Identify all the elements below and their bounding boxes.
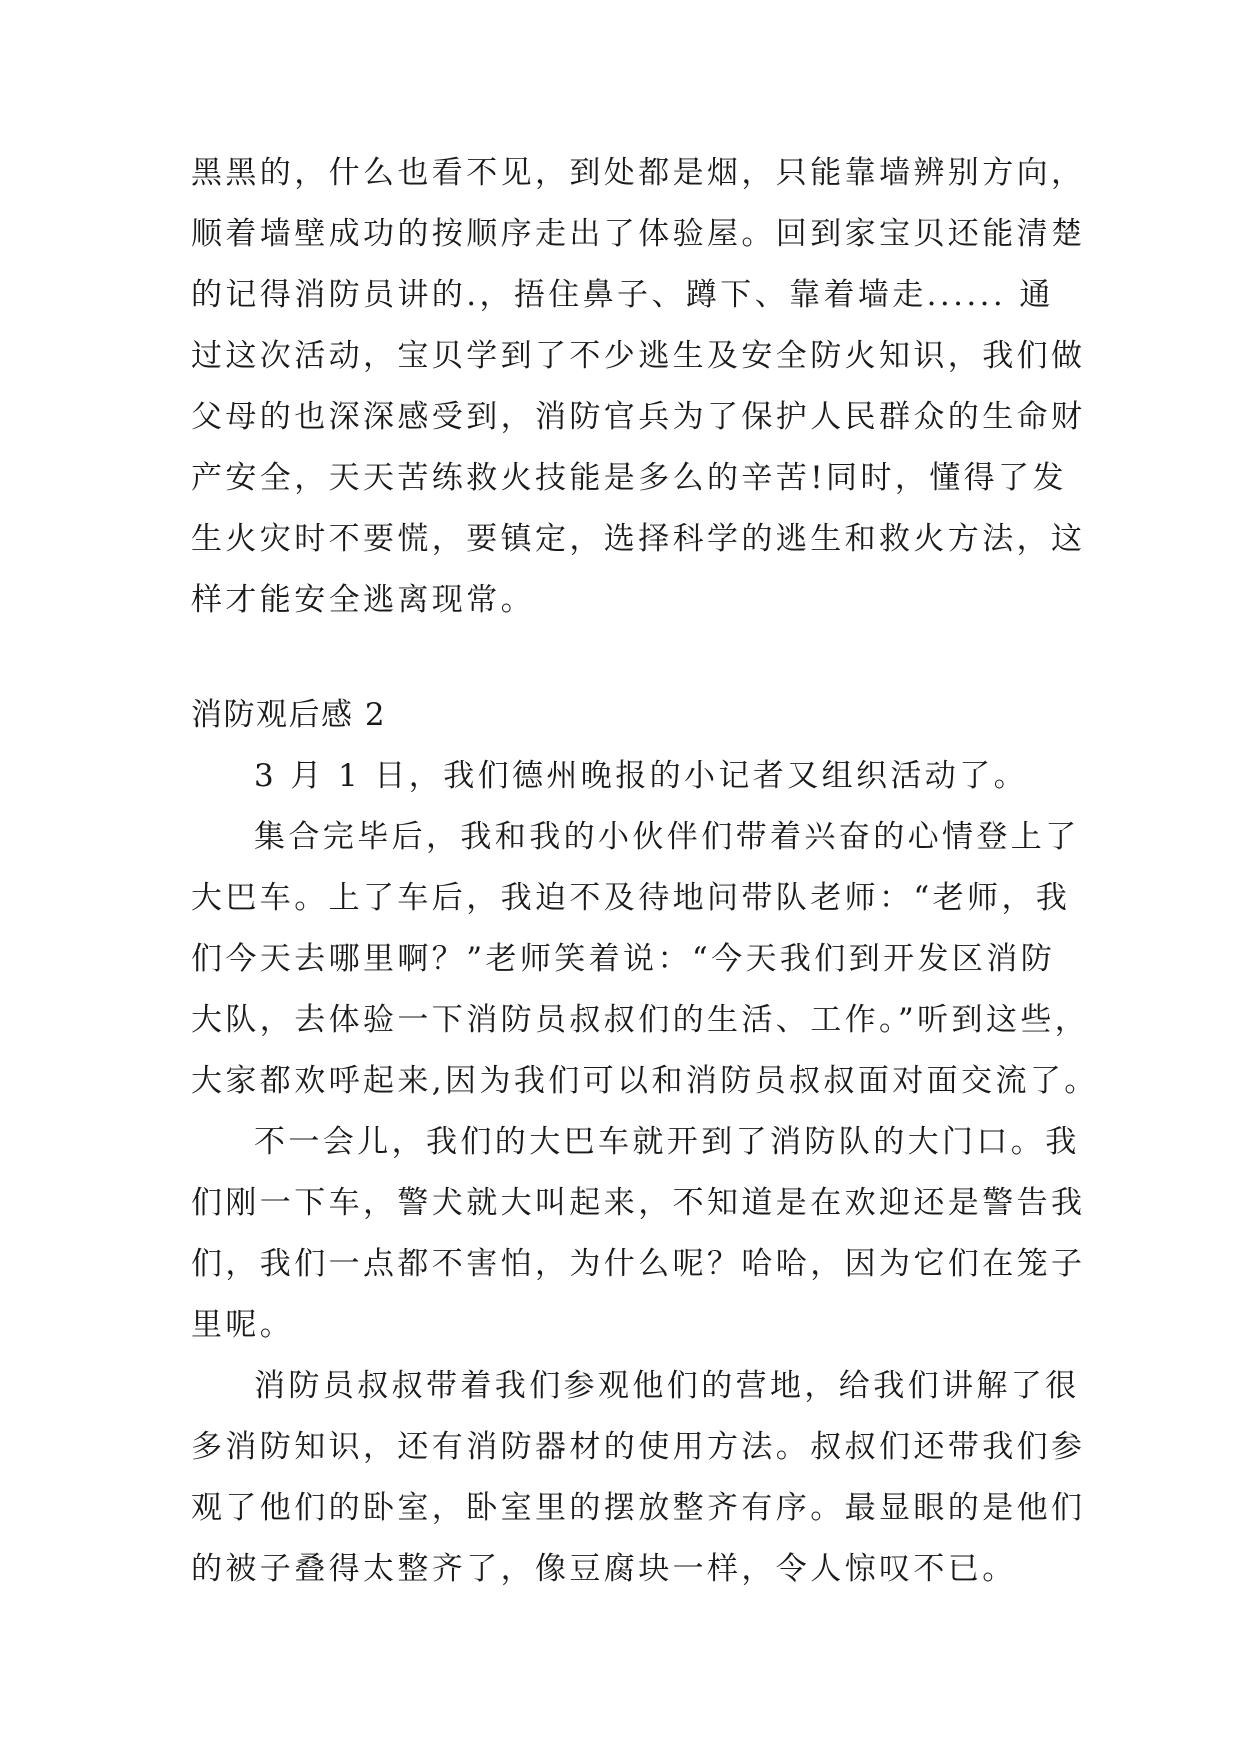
- paragraph-line: 大家都欢呼起来,因为我们可以和消防员叔叔面对面交流了。: [191, 1063, 1099, 1099]
- paragraph-line: 消防员叔叔带着我们参观他们的营地，给我们讲解了很: [254, 1368, 1080, 1404]
- paragraph-line: 顺着墙壁成功的按顺序走出了体验屋。回到家宝贝还能清楚: [191, 216, 1086, 252]
- paragraph-line: 观了他们的卧室，卧室里的摆放整齐有序。最显眼的是他们: [191, 1490, 1086, 1526]
- paragraph-line: 们，我们一点都不害怕，为什么呢？哈哈，因为它们在笼子: [191, 1246, 1086, 1282]
- paragraph-line: 大队，去体验一下消防员叔叔们的生活、工作。”听到这些，: [191, 1002, 1090, 1038]
- paragraph-line: 样才能安全逃离现常。: [191, 582, 535, 618]
- paragraph-line: 3 月 1 日，我们德州晚报的小记者又组织活动了。: [254, 758, 1029, 794]
- paragraph-line: 的被子叠得太整齐了，像豆腐块一样，令人惊叹不已。: [191, 1551, 1017, 1587]
- paragraph-line: 生火灾时不要慌，要镇定，选择科学的逃生和救火方法，这: [191, 521, 1086, 557]
- paragraph-line: 们今天去哪里啊？”老师笑着说：“今天我们到开发区消防: [191, 941, 1056, 977]
- paragraph-line: 多消防知识，还有消防器材的使用方法。叔叔们还带我们参: [191, 1429, 1086, 1465]
- paragraph-line: 们刚一下车，警犬就大叫起来，不知道是在欢迎还是警告我: [191, 1185, 1086, 1221]
- paragraph-line: 大巴车。上了车后，我迫不及待地问带队老师：“老师，我: [191, 880, 1071, 916]
- paragraph-line: 的记得消防员讲的.，捂住鼻子、蹲下、靠着墙走...... 通: [191, 277, 1054, 313]
- paragraph-line: 不一会儿，我们的大巴车就开到了消防队的大门口。我: [254, 1124, 1080, 1160]
- paragraph-line: 黑黑的，什么也看不见，到处都是烟，只能靠墙辨别方向，: [191, 155, 1086, 191]
- paragraph-line: 产安全，天天苦练救火技能是多么的辛苦!同时，懂得了发: [191, 460, 1067, 496]
- paragraph-line: 过这次活动，宝贝学到了不少逃生及安全防火知识，我们做: [191, 338, 1086, 374]
- section-title: 消防观后感 2: [191, 697, 387, 733]
- paragraph-line: 集合完毕后，我和我的小伙伴们带着兴奋的心情登上了: [254, 819, 1080, 855]
- paragraph-line: 父母的也深深感受到，消防官兵为了保护人民群众的生命财: [191, 399, 1086, 435]
- paragraph-line: 里呢。: [191, 1307, 295, 1343]
